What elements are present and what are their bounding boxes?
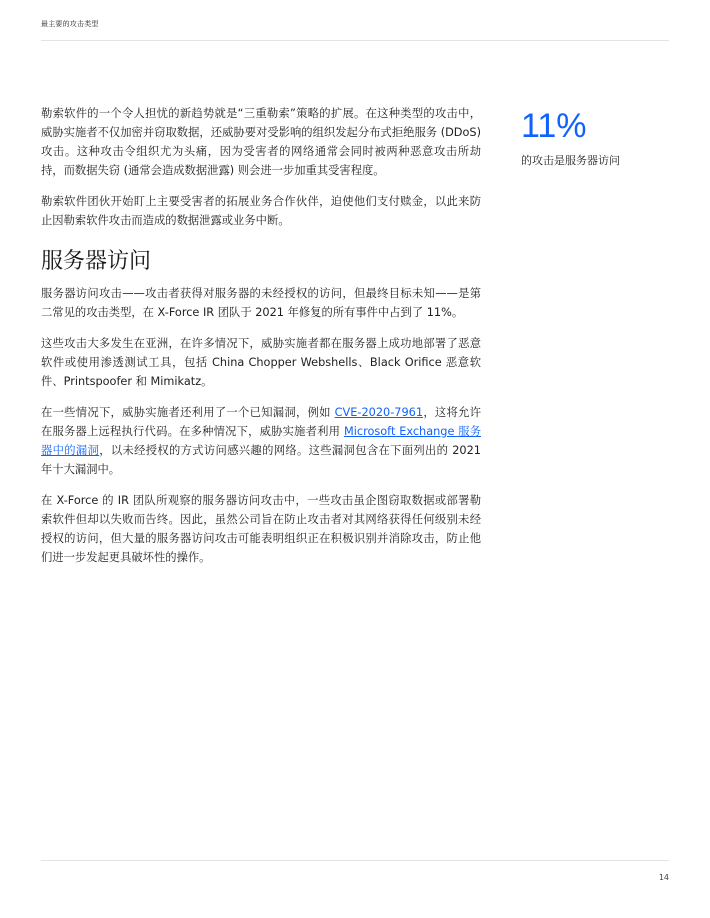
paragraph-3-text-a: 在一些情况下，威胁实施者还利用了一个已知漏洞，例如	[41, 406, 335, 419]
page-number: 14	[658, 873, 669, 882]
header-divider	[41, 40, 669, 41]
section-header-label: 最主要的攻击类型	[41, 20, 99, 28]
section-paragraph-2: 这些攻击大多发生在亚洲，在许多情况下，威胁实施者都在服务器上成功地部署了恶意软件或使用渗透测试工具，包括 China Chopper Webshells、Black Orifice 恶意软件、Printspoofer 和 Mimikatz。	[41, 337, 481, 388]
stat-caption: 的攻击是服务器访问	[521, 154, 620, 167]
stat-sidebar	[521, 108, 671, 168]
exchange-vulnerability-link[interactable]: Microsoft Exchange 服务器中的漏洞	[41, 425, 481, 457]
footer-divider	[41, 860, 669, 861]
section-heading: 服务器访问	[41, 249, 152, 274]
section-paragraph-3	[41, 403, 481, 479]
main-column	[41, 104, 481, 579]
cve-2020-7961-link[interactable]: CVE-2020-7961	[334, 406, 424, 419]
stat-value: 11%	[521, 107, 587, 145]
intro-paragraph-2: 勒索软件团伙开始盯上主要受害者的拓展业务合作伙伴，迫使他们支付赎金，以此来防止因勒索软件攻击而造成的数据泄露或业务中断。	[41, 195, 481, 227]
intro-paragraph-1: 勒索软件的一个令人担忧的新趋势就是“三重勒索”策略的扩展。在这种类型的攻击中，威胁实施者不仅加密并窃取数据，还威胁要对受影响的组织发起分布式拒绝服务 (DDoS) 攻击。这种攻击令组织尤为头痛，因为受害者的网络通常会同时被两种恶意攻击所劫持，而数据失窃 (通常会造成数据泄露) 则会进一步加重其受害程度。	[41, 107, 481, 177]
paragraph-3-text-b: ，这将允许在服务器上远程执行代码。在多种情况下，威胁实施者利用	[41, 406, 481, 438]
section-paragraph-4: 在 X-Force 的 IR 团队所观察的服务器访问攻击中，一些攻击虽企图窃取数据或部署勒索软件但却以失败而告终。因此，虽然公司旨在防止攻击者对其网络获得任何级别未经授权的访问，但大量的服务器访问攻击可能表明组织正在积极识别并消除攻击，防止他们进一步发起更具破坏性的操作。	[41, 494, 481, 564]
section-paragraph-1: 服务器访问攻击——攻击者获得对服务器的未经授权的访问，但最终目标未知——是第二常见的攻击类型，在 X-Force IR 团队于 2021 年修复的所有事件中占到了 11%。	[41, 287, 481, 319]
paragraph-3-text-c: ，以未经授权的方式访问感兴趣的网络。这些漏洞包含在下面列出的 2021 年十大漏洞中。	[41, 444, 481, 476]
